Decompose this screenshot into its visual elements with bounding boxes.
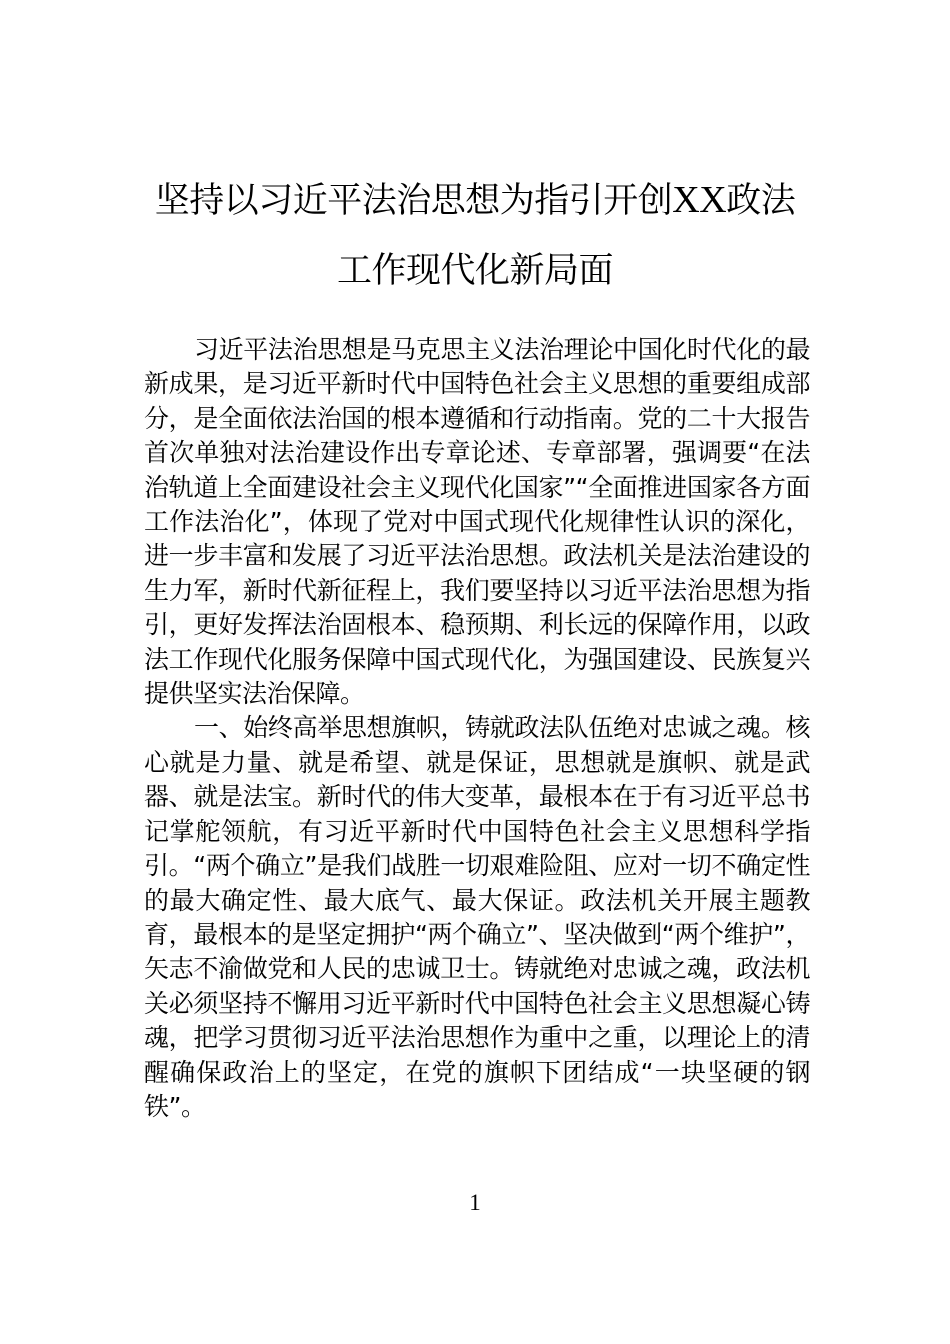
title-line-1-part-2: 政法 [726, 181, 796, 221]
title-line-2: 工作现代化新局面 [336, 251, 613, 291]
paragraph-section-1: 一、始终高举思想旗帜，铸就政法队伍绝对忠诚之魂。核心就是力量、就是希望、就是保证，思想就是旗帜、就是武器、就是法宝。新时代的伟大变革，最根本在于有习近平总书记掌舵领航，有习近平新时代中国特色社会主义思想科学指引。“两个确立”是我们战胜一切艰难险阻、应对一切不确定性的最大确定性、最大底气、最大保证。政法机关开展主题教育，最根本的是坚定拥护“两个确立”、坚决做到“两个维护”，矢志不渝做党和人民的忠诚卫士。铸就绝对忠诚之魂，政法机关必须坚持不懈用习近平新时代中国特色社会主义思想凝心铸魂，把学习贯彻习近平法治思想作为重中之重，以理论上的清醒确保政治上的坚定，在党的旗帜下团结成“一块坚硬的钢铁”。 [144, 713, 810, 1121]
page-number: 1 [469, 1190, 481, 1215]
paragraph-intro: 习近平法治思想是马克思主义法治理论中国化时代化的最新成果，是习近平新时代中国特色社会主义思想的重要组成部分，是全面依法治国的根本遵循和行动指南。党的二十大报告首次单独对法治建设作出专章论述、专章部署，强调要“在法治轨道上全面建设社会主义现代化国家”“全面推进国家各方面工作法治化”，体现了党对中国式现代化规律性认识的深化，进一步丰富和发展了习近平法治思想。政法机关是法治建设的生力军，新时代新征程上，我们要坚持以习近平法治思想为指引，更好发挥法治固根本、稳预期、利长远的保障作用，以政法工作现代化服务保障中国式现代化，为强国建设、民族复兴提供坚实法治保障。 [144, 335, 810, 709]
title-line-1-latin: XX [672, 179, 727, 221]
document-title [100, 165, 850, 306]
title-line-1 [100, 165, 850, 236]
title-line-1-part-1: 坚持以习近平法治思想为指引开创 [154, 181, 673, 221]
document-body [144, 333, 810, 1124]
